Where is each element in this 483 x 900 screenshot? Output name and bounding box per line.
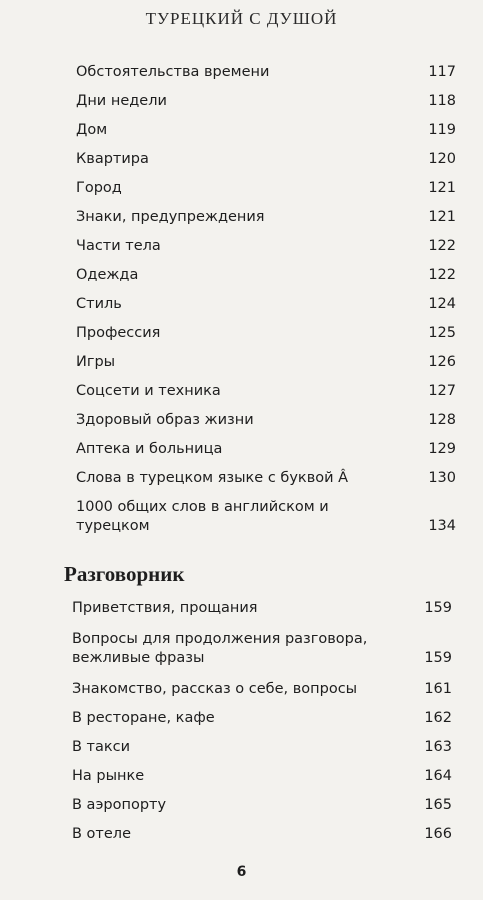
toc-entry-title: Игры [76,354,116,370]
toc-entry [76,179,456,198]
toc-entry-page: 122 [428,267,456,283]
toc-entry [76,353,456,372]
toc-entry [76,324,456,343]
toc-entry-page: 118 [428,93,456,109]
toc-entry [76,208,456,227]
toc-entry [76,266,456,285]
toc-entry-page: 126 [428,354,456,370]
toc-entry-title: В отеле [72,826,131,842]
toc-entry [76,469,456,488]
page-number: 6 [236,864,247,880]
toc-entry-title: На рынке [72,768,145,784]
toc-entry [76,92,456,111]
toc-entry-page: 128 [428,412,456,428]
toc-entry-title: Соцсети и техника [76,383,221,399]
toc-entry-page: 121 [428,209,456,225]
toc-entry-title: Стиль [76,296,122,312]
toc-entry-title: Дом [76,122,108,138]
toc-entry-page: 161 [424,681,452,697]
toc-entry-title: В ресторане, кафе [72,710,215,726]
toc-entry-title: 1000 общих слов в английском и турецком [76,499,329,534]
toc-entry [72,709,452,728]
toc-entry-page: 130 [428,470,456,486]
toc-entry-title: В такси [72,739,131,755]
toc-entry [72,680,452,699]
toc-entry [76,440,456,459]
toc-entry-page: 119 [428,122,456,138]
toc-entry-title: В аэропорту [72,797,167,813]
toc-entry-title: Профессия [76,325,161,341]
toc-entry [72,630,452,668]
toc-entry-title: Одежда [76,267,139,283]
toc-entry-page: 124 [428,296,456,312]
toc-entry-page: 134 [428,518,456,534]
toc-entry-title: Слова в турецком языке с буквой Â [76,470,349,486]
toc-entry-title: Квартира [76,151,149,167]
toc-entry-page: 165 [424,797,452,813]
toc-entry-page: 164 [424,768,452,784]
toc-entry-title: Знаки, предупреждения [76,209,265,225]
toc-entry-page: 163 [424,739,452,755]
toc-entry-title: Обстоятельства времени [76,64,270,80]
toc-entry-page: 129 [428,441,456,457]
toc-entry [72,738,452,757]
toc-entry [76,121,456,140]
toc-entry [72,796,452,815]
toc-entry [72,599,452,618]
toc-entry-page: 162 [424,710,452,726]
toc-entry-title: Город [76,180,122,196]
toc-entry-page: 122 [428,238,456,254]
toc-entry [76,63,456,82]
toc-entry [76,411,456,430]
toc-entry-page: 125 [428,325,456,341]
toc-entry-page: 159 [424,650,452,666]
toc-entry-page: 159 [424,600,452,616]
running-head: ТУРЕЦКИЙ С ДУШОЙ [145,9,338,28]
toc-entry-title: Здоровый образ жизни [76,412,254,428]
toc-entry-page: 127 [428,383,456,399]
toc-entry-title: Части тела [76,238,161,254]
toc-entry [76,498,456,536]
toc-entry-title: Знакомство, рассказ о себе, вопросы [72,681,358,697]
toc-entry [72,767,452,786]
toc-entry [76,382,456,401]
toc-entry [76,237,456,256]
toc-entry-title: Вопросы для продолжения разговора, вежливые фразы [72,631,368,666]
toc-entry [76,150,456,169]
toc-entry-title: Дни недели [76,93,167,109]
toc-entry-page: 117 [428,64,456,80]
toc-entry [76,295,456,314]
toc-entry-page: 120 [428,151,456,167]
toc-entry-title: Приветствия, прощания [72,600,258,616]
section-title: Разговорник [64,562,185,586]
toc-entry-page: 121 [428,180,456,196]
toc-entry-page: 166 [424,826,452,842]
toc-entry-title: Аптека и больница [76,441,223,457]
toc-entry [72,825,452,844]
